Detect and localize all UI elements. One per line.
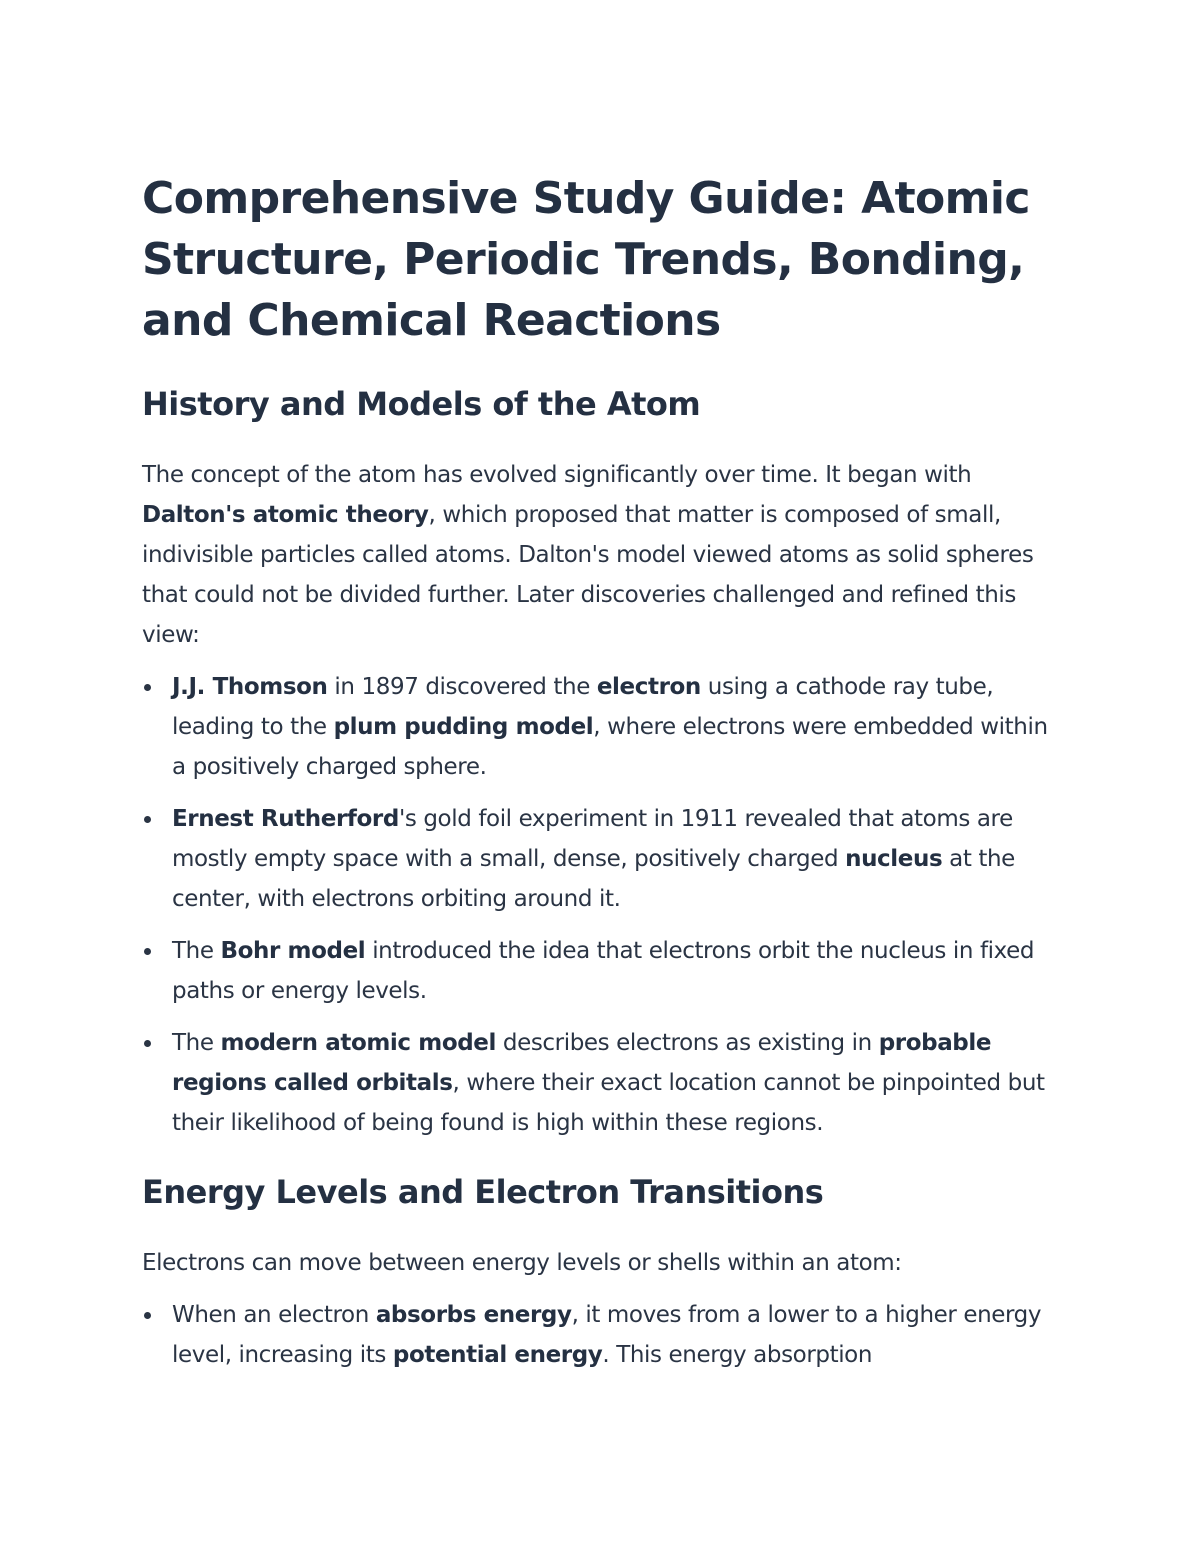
list-item-bohr — [142, 931, 1062, 1011]
bullet-icon — [144, 1040, 151, 1047]
bullet-icon — [144, 816, 151, 823]
document-title: Comprehensive Study Guide: Atomic Structure, Periodic Trends, Bonding, and Chemical Reactions — [142, 173, 1030, 346]
bold-term: J.J. Thomson — [172, 674, 328, 700]
section-heading-energy-levels: Energy Levels and Electron Transitions — [142, 1173, 824, 1211]
bold-term: Bohr model — [220, 938, 366, 964]
text-run: The — [172, 938, 221, 964]
text-run: The — [172, 1030, 221, 1056]
list-item-rutherford — [142, 799, 1062, 919]
text-run: , which proposed that matter is composed of small, indivisible particles called atoms. Dalton's model viewed atoms as solid spheres that could not be divided further. Later discoveries challenged and refined this view: — [142, 502, 1034, 648]
text-run: When an electron — [172, 1302, 376, 1328]
bold-term: Dalton's atomic theory — [142, 502, 429, 528]
bold-term: Ernest Rutherford — [172, 806, 399, 832]
bullet-icon — [144, 948, 151, 955]
text-run: , where their exact location cannot be pinpointed but their likelihood of being found is high within these regions. — [172, 1070, 1045, 1136]
bold-term: nucleus — [845, 846, 943, 872]
document-page — [142, 168, 1062, 1387]
bold-term: probable regions called orbitals — [172, 1030, 992, 1096]
text-run: The concept of the atom has evolved significantly over time. It began with — [142, 462, 972, 488]
bullet-icon — [144, 684, 151, 691]
text-run: . This energy absorption — [602, 1342, 873, 1368]
list-item-absorbs-energy — [142, 1295, 1062, 1375]
bold-term: absorbs energy — [375, 1302, 572, 1328]
bold-term: plum pudding model — [333, 714, 594, 740]
list-item-thomson — [142, 667, 1062, 787]
bullet-icon — [144, 1312, 151, 1319]
energy-intro-paragraph: Electrons can move between energy levels or shells within an atom: — [142, 1250, 902, 1276]
text-run: , where electrons were embedded within a positively charged sphere. — [172, 714, 1048, 780]
text-run: 's gold foil experiment in 1911 revealed that atoms are mostly empty space with a small, dense, positively charged — [172, 806, 1013, 872]
bold-term: electron — [596, 674, 701, 700]
text-run: using a cathode ray tube, leading to the — [172, 674, 994, 740]
section-heading-history: History and Models of the Atom — [142, 385, 701, 423]
text-run: describes electrons as existing in — [495, 1030, 879, 1056]
history-intro-paragraph — [142, 455, 1062, 655]
text-run: in 1897 discovered the — [327, 674, 597, 700]
bold-term: modern atomic model — [220, 1030, 496, 1056]
history-bullet-list — [142, 667, 1062, 1143]
list-item-modern-model — [142, 1023, 1062, 1143]
bold-term: potential energy — [392, 1342, 603, 1368]
text-run: introduced the idea that electrons orbit the nucleus in fixed paths or energy levels. — [172, 938, 1035, 1004]
energy-bullet-list — [142, 1295, 1062, 1375]
text-run: at the center, with electrons orbiting around it. — [172, 846, 1015, 912]
text-run: , it moves from a lower to a higher energy level, increasing its — [172, 1302, 1042, 1368]
